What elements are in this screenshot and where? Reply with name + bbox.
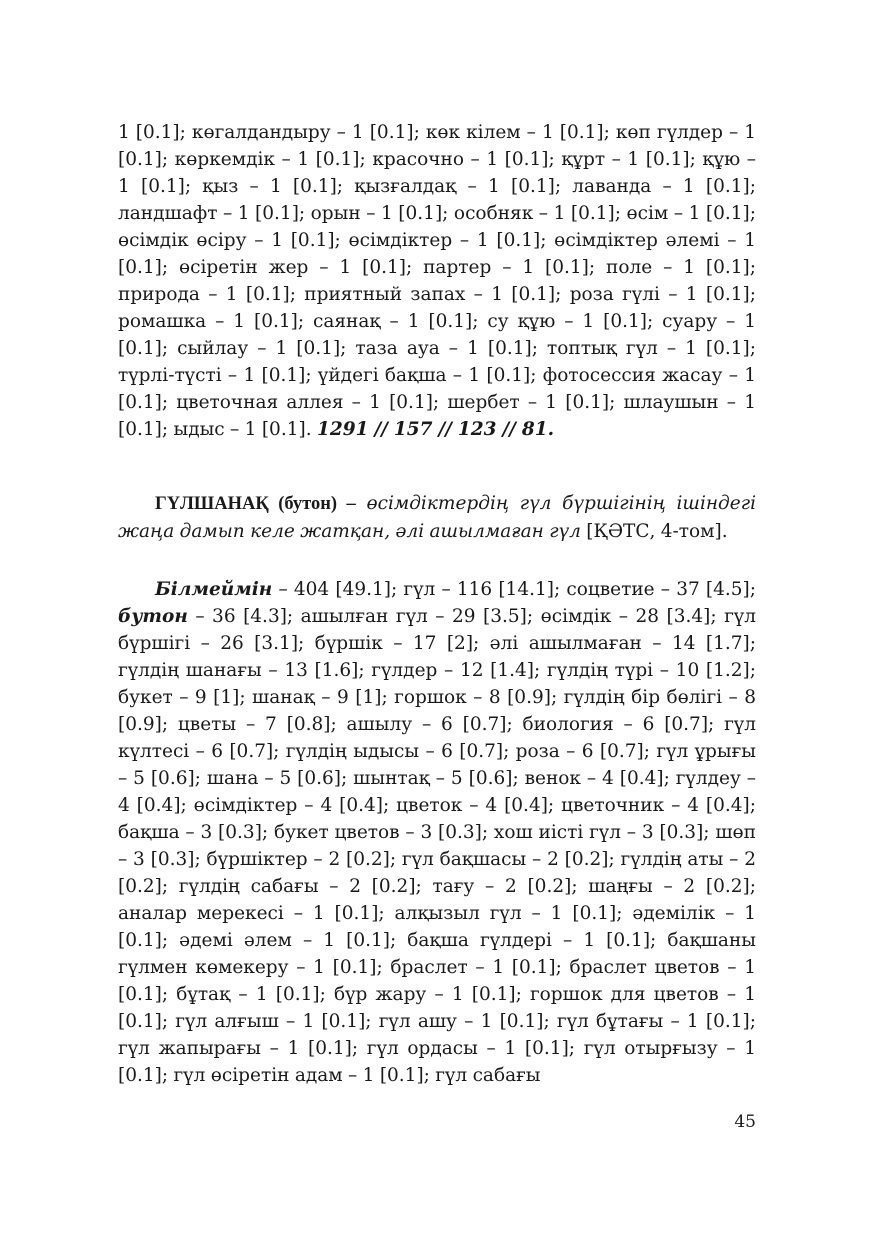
page-number: 45: [734, 1112, 756, 1132]
response-statistics: 1291 // 157 // 123 // 81.: [316, 419, 555, 440]
entry-source: [ҚӘТС, 4-том].: [586, 521, 728, 542]
dictionary-entry: [118, 490, 756, 545]
stimulus-word: бутон: [118, 606, 188, 627]
entry-headword: ГҮЛШАНАҚ (бутон) –: [155, 494, 356, 514]
association-text-rest: – 36 [4.3]; ашылған гүл – 29 [3.5]; өсімдік – 28 [3.4]; гүл бүршігі – 26 [3.1]; бүршік – 17 [2]; әлі ашылмаған – 14 [1.7]; гүлдің шанағы – 13 [1.6]; гүлдер – 12 [1.4]; гүлдің түрі – 10 [1.2]; букет – 9 [1]; шанақ – 9 [1]; горшок – 8 [0.9]; гүлдің бір бөлігі – 8 [0.9]; цветы – 7 [0.8]; ашылу – 6 [0.7]; биология – 6 [0.7]; гүл күлтесі – 6 [0.7]; гүлдің ыдысы – 6 [0.7]; роза – 6 [0.7]; гүл ұрығы – 5 [0.6]; шана – 5 [0.6]; шынтақ – 5 [0.6]; венок – 4 [0.4]; гүлдеу – 4 [0.4]; өсімдіктер – 4 [0.4]; цветок – 4 [0.4]; цветочник – 4 [0.4]; бақша – 3 [0.3]; букет цветов – 3 [0.3]; хош иісті гүл – 3 [0.3]; шөп – 3 [0.3]; бүршіктер – 2 [0.2]; гүл бақшасы – 2 [0.2]; гүлдің аты – 2 [0.2]; гүлдің сабағы – 2 [0.2]; тағу – 2 [0.2]; шаңғы – 2 [0.2]; аналар мерекесі – 1 [0.1]; алқызыл гүл – 1 [0.1]; әдемілік – 1 [0.1]; әдемі әлем – 1 [0.1]; бақша гүлдері – 1 [0.1]; бақшаны гүлмен көмекеру – 1 [0.1]; браслет – 1 [0.1]; браслет цветов – 1 [0.1]; бұтақ – 1 [0.1]; бүр жару – 1 [0.1]; горшок для цветов – 1 [0.1]; гүл алғыш – 1 [0.1]; гүл ашу – 1 [0.1]; гүл бұтағы – 1 [0.1]; гүл жапырағы – 1 [0.1]; гүл ордасы – 1 [0.1]; гүл отырғызу – 1 [0.1]; гүл өсіретін адам – 1 [0.1]; гүл сабағы: [118, 606, 756, 1086]
entry-definition: өсімдіктердің гүл бүршігінің ішіндегі жаңа дамып келе жатқан, әлі ашылмаған гүл: [118, 493, 756, 542]
lead-response: Білмеймін: [155, 579, 273, 600]
association-list-text: 1 [0.1]; көгалдандыру – 1 [0.1]; көк кілем – 1 [0.1]; көп гүлдер – 1 [0.1]; көркемдік – 1 [0.1]; красочно – 1 [0.1]; құрт – 1 [0.1]; құю – 1 [0.1]; қыз – 1 [0.1]; қызғалдақ – 1 [0.1]; лаванда – 1 [0.1]; ландшафт – 1 [0.1]; орын – 1 [0.1]; особняк – 1 [0.1]; өсім – 1 [0.1]; өсімдік өсіру – 1 [0.1]; өсімдіктер – 1 [0.1]; өсімдіктер әлемі – 1 [0.1]; өсіретін жер – 1 [0.1]; партер – 1 [0.1]; поле – 1 [0.1]; природа – 1 [0.1]; приятный запах – 1 [0.1]; роза гүлі – 1 [0.1]; ромашка – 1 [0.1]; саянақ – 1 [0.1]; су құю – 1 [0.1]; суару – 1 [0.1]; сыйлау – 1 [0.1]; таза ауа – 1 [0.1]; топтық гүл – 1 [0.1]; түрлі-түсті – 1 [0.1]; үйдегі бақша – 1 [0.1]; фотосессия жасау – 1 [0.1]; цветочная аллея – 1 [0.1]; шербет – 1 [0.1]; шлаушын – 1 [0.1]; ыдыс – 1 [0.1].: [118, 122, 756, 440]
association-list-continued: [118, 119, 756, 443]
association-text-start: – 404 [49.1]; гүл – 116 [14.1]; соцветие – 37 [4.5];: [278, 579, 756, 600]
association-list: [118, 576, 756, 1089]
